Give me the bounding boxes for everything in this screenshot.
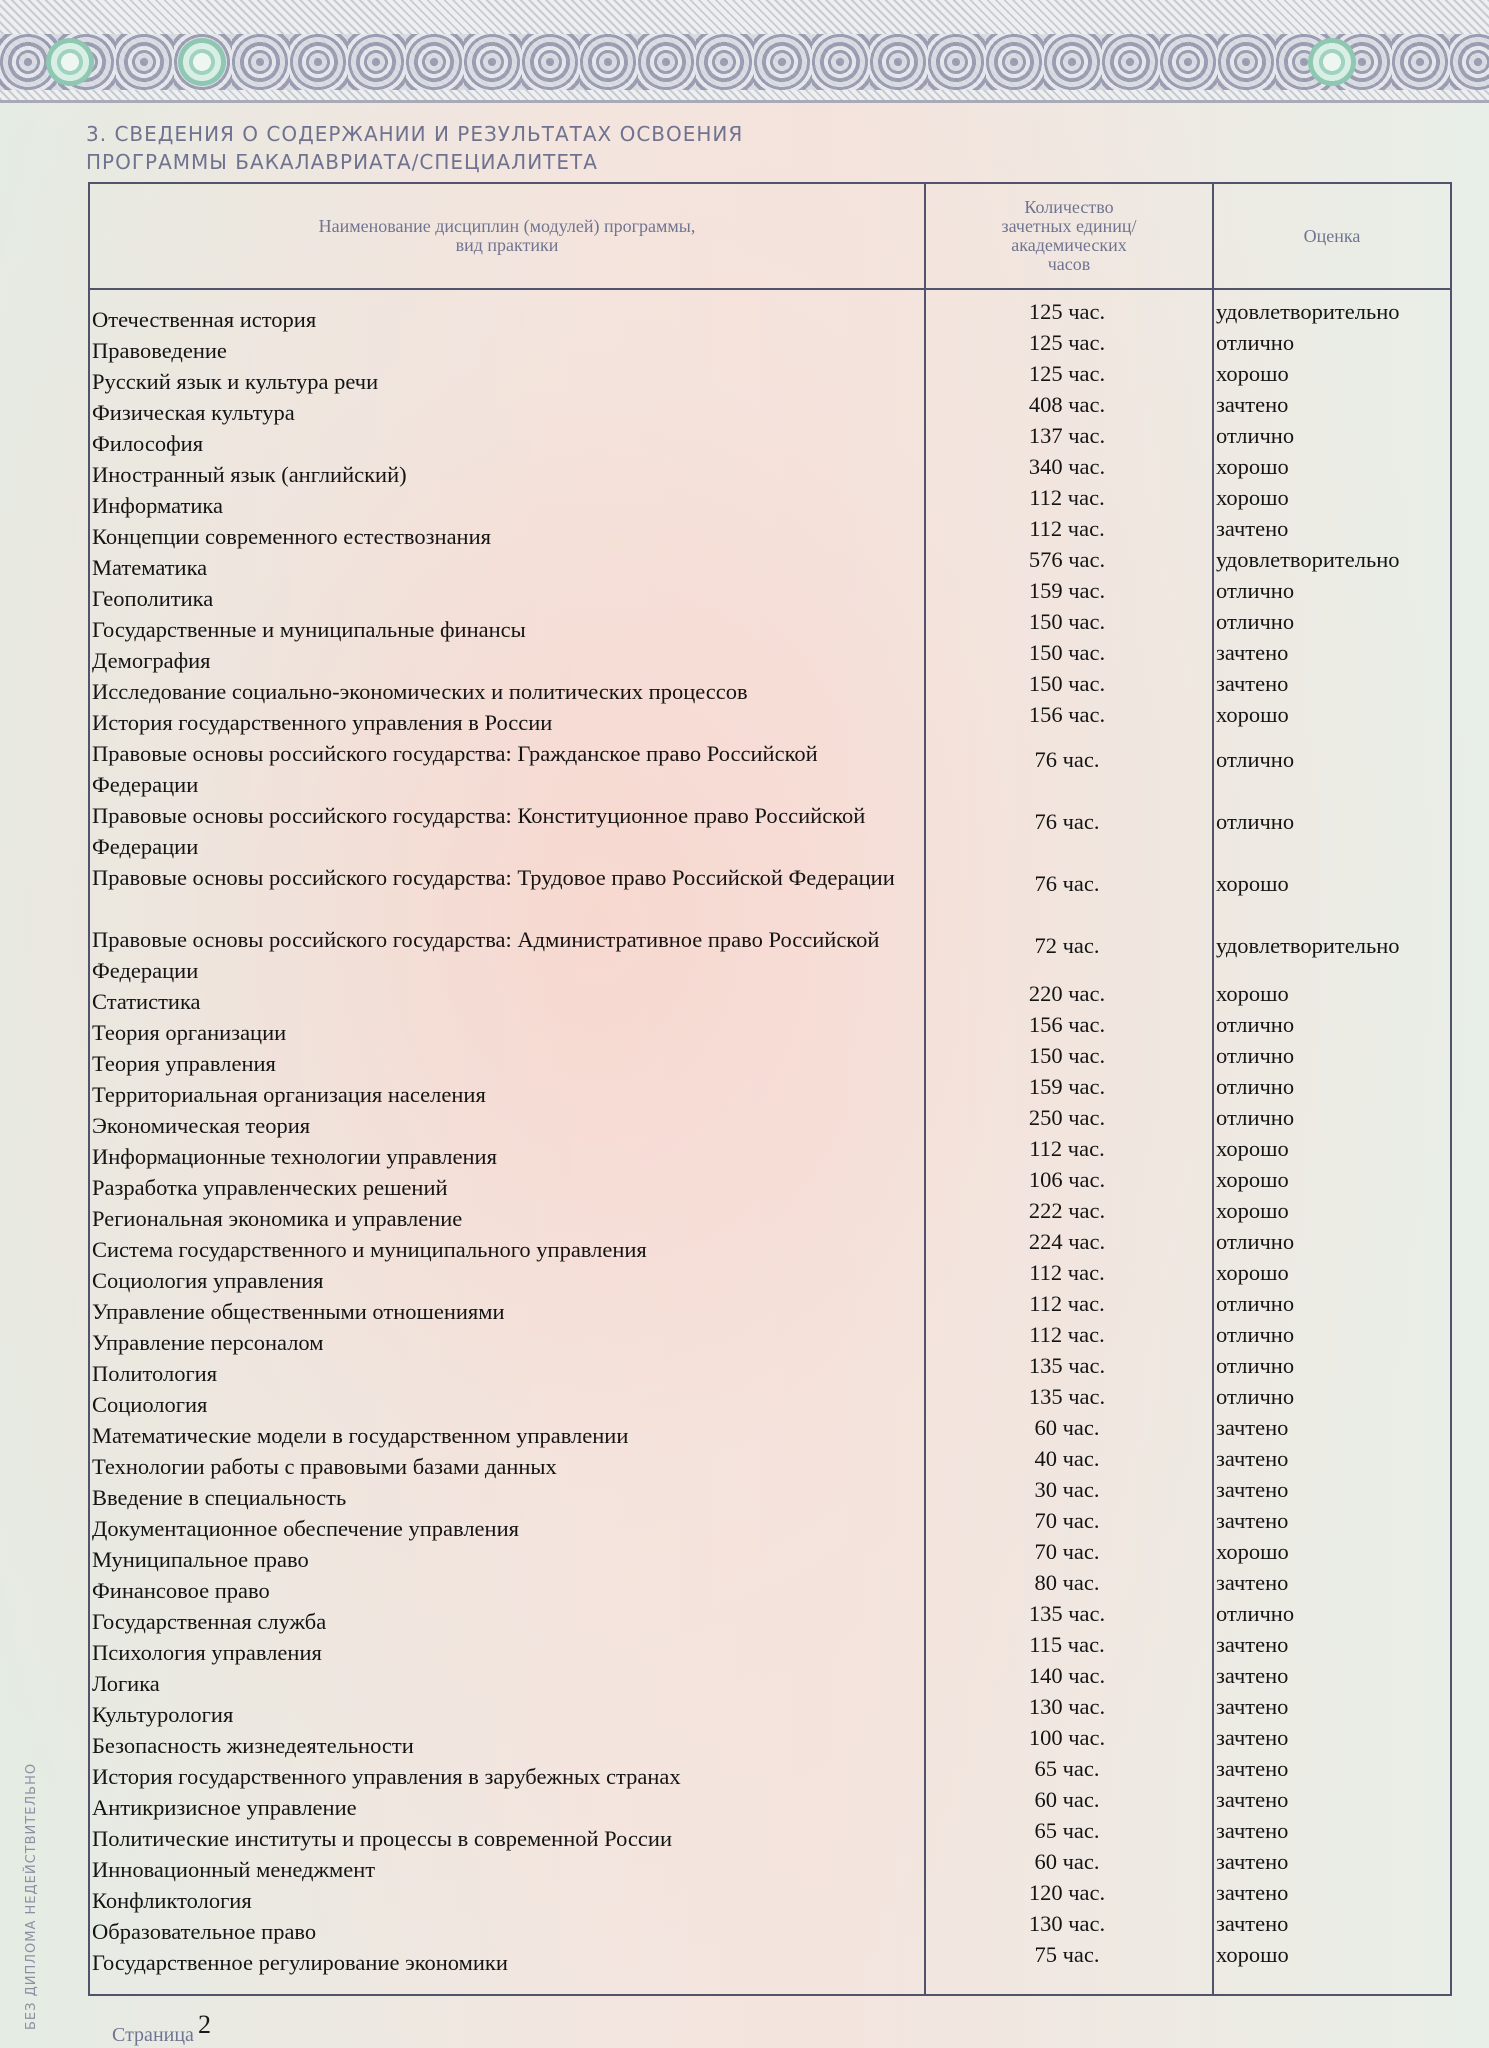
table-row: [88, 544, 1448, 580]
discipline-name: Социология управления: [92, 1268, 324, 1293]
hours-value: 137 час.: [1028, 423, 1106, 448]
hours-value: 576 час.: [1028, 547, 1106, 572]
hours-value: 222 час.: [1028, 1198, 1106, 1223]
table-row: [88, 296, 1448, 332]
table-row: [88, 1381, 1448, 1417]
hours-value: 340 час.: [1028, 454, 1106, 479]
hours-value: 112 час.: [1029, 516, 1105, 541]
hours-value: 156 час.: [1028, 702, 1106, 727]
table-row: [88, 916, 1448, 983]
table-row: [88, 1691, 1448, 1727]
table-row: [88, 1536, 1448, 1572]
discipline-name: Региональная экономика и управление: [92, 1206, 463, 1231]
discipline-name: Безопасность жизнедеятельности: [92, 1733, 414, 1758]
grade-value: хорошо: [1216, 361, 1289, 386]
discipline-name: Политология: [92, 1361, 218, 1386]
grade-value: зачтено: [1216, 1725, 1289, 1750]
grade-value: зачтено: [1216, 1508, 1289, 1533]
discipline-name: Введение в специальность: [92, 1485, 347, 1510]
table-row: [88, 1877, 1448, 1913]
grade-value: зачтено: [1216, 640, 1289, 665]
discipline-name: Информационные технологии управления: [92, 1144, 497, 1169]
grade-value: зачтено: [1216, 1663, 1289, 1688]
table-row: [88, 1226, 1448, 1262]
table-row: [88, 1040, 1448, 1076]
table-row: [88, 1164, 1448, 1200]
hours-value: 159 час.: [1028, 578, 1106, 603]
table-row: [88, 1660, 1448, 1696]
table-row: [88, 327, 1448, 363]
hours-value: 40 час.: [1034, 1446, 1100, 1471]
discipline-name: Правоведение: [92, 338, 227, 363]
hours-value: 135 час.: [1028, 1601, 1106, 1626]
hours-value: 408 час.: [1028, 392, 1106, 417]
hours-value: 220 час.: [1028, 981, 1106, 1006]
discipline-name: Русский язык и культура речи: [92, 369, 379, 394]
table-row: [88, 1009, 1448, 1045]
page-number: 2: [197, 2010, 211, 2039]
table-row: [88, 1071, 1448, 1107]
grade-value: зачтено: [1216, 1477, 1289, 1502]
table-row: [88, 1722, 1448, 1758]
table-row: [88, 1815, 1448, 1851]
header-discipline-line2: вид практики: [455, 235, 559, 255]
grade-value: хорошо: [1216, 1167, 1289, 1192]
table-row: [88, 668, 1448, 704]
table-header: [90, 182, 1450, 290]
hours-value: 80 час.: [1034, 1570, 1100, 1595]
discipline-name: Правовые основы российского государства: Конституционное право Российской Федерации: [92, 803, 866, 859]
discipline-name: Система государственного и муниципального управления: [92, 1237, 647, 1262]
discipline-name: Теория управления: [92, 1051, 276, 1076]
table-row: [88, 854, 1448, 916]
page-label: Страница: [112, 2024, 194, 2046]
hours-value: 135 час.: [1028, 1353, 1106, 1378]
grade-value: зачтено: [1216, 1880, 1289, 1905]
hours-value: 65 час.: [1034, 1818, 1100, 1843]
table-row: [88, 389, 1448, 425]
discipline-name: Исследование социально-экономических и политических процессов: [92, 679, 748, 704]
discipline-name: Математические модели в государственном управлении: [92, 1423, 629, 1448]
discipline-name: Муниципальное право: [92, 1547, 309, 1572]
hours-value: 60 час.: [1034, 1849, 1100, 1874]
discipline-name: Концепции современного естествознания: [92, 524, 491, 549]
grade-value: зачтено: [1216, 516, 1289, 541]
page-footer: [112, 2010, 211, 2048]
discipline-name: Государственная служба: [92, 1609, 327, 1634]
hours-value: 150 час.: [1028, 609, 1106, 634]
hours-value: 150 час.: [1028, 640, 1106, 665]
table-row: [88, 1846, 1448, 1882]
hours-value: 120 час.: [1028, 1880, 1106, 1905]
discipline-name: Государственное регулирование экономики: [92, 1950, 508, 1975]
table-row: [88, 1350, 1448, 1386]
hours-value: 100 час.: [1028, 1725, 1106, 1750]
grade-value: хорошо: [1216, 1260, 1289, 1285]
table-row: [88, 1753, 1448, 1789]
grade-value: зачтено: [1216, 1415, 1289, 1440]
discipline-name: Иностранный язык (английский): [92, 462, 407, 487]
header-hours-line2: зачетных единиц/: [1001, 216, 1137, 236]
discipline-name: Статистика: [92, 989, 201, 1014]
section-title: [86, 120, 743, 176]
table-row: [88, 575, 1448, 611]
table-row: [88, 1629, 1448, 1665]
hours-value: 72 час.: [1034, 933, 1100, 958]
hours-value: 125 час.: [1028, 361, 1106, 386]
grade-value: отлично: [1216, 1074, 1295, 1099]
grade-value: хорошо: [1216, 1136, 1289, 1161]
discipline-name: Философия: [92, 431, 204, 456]
discipline-name: Логика: [92, 1671, 160, 1696]
table-row: [88, 1257, 1448, 1293]
hours-value: 106 час.: [1028, 1167, 1106, 1192]
hours-value: 60 час.: [1034, 1415, 1100, 1440]
table-row: [88, 1474, 1448, 1510]
table-row: [88, 606, 1448, 642]
grade-value: удовлетворительно: [1216, 547, 1400, 572]
hours-value: 75 час.: [1034, 1942, 1100, 1967]
table-row: [88, 1412, 1448, 1448]
rosette-icon: [178, 38, 226, 86]
grade-value: хорошо: [1216, 454, 1289, 479]
discipline-name: Технологии работы с правовыми базами данных: [92, 1454, 557, 1479]
discipline-name: Правовые основы российского государства: Административное право Российской Федерации: [92, 927, 880, 983]
table-row: [88, 1505, 1448, 1541]
grade-value: зачтено: [1216, 1446, 1289, 1471]
header-hours-line3: академических: [1011, 235, 1127, 255]
hours-value: 115 час.: [1029, 1632, 1105, 1657]
grade-value: хорошо: [1216, 1198, 1289, 1223]
grade-value: отлично: [1216, 809, 1295, 834]
hours-value: 76 час.: [1034, 871, 1100, 896]
hours-value: 30 час.: [1034, 1477, 1100, 1502]
grade-value: отлично: [1216, 609, 1295, 634]
hours-value: 130 час.: [1028, 1911, 1106, 1936]
grade-value: зачтено: [1216, 1632, 1289, 1657]
discipline-name: Теория организации: [92, 1020, 287, 1045]
grade-value: зачтено: [1216, 1570, 1289, 1595]
hours-value: 150 час.: [1028, 671, 1106, 696]
table-row: [88, 978, 1448, 1014]
grade-value: удовлетворительно: [1216, 933, 1400, 958]
discipline-name: Психология управления: [92, 1640, 322, 1665]
hours-value: 150 час.: [1028, 1043, 1106, 1068]
hours-value: 112 час.: [1029, 1136, 1105, 1161]
grade-value: хорошо: [1216, 981, 1289, 1006]
hours-value: 156 час.: [1028, 1012, 1106, 1037]
grade-value: зачтено: [1216, 392, 1289, 417]
discipline-name: Государственные и муниципальные финансы: [92, 617, 526, 642]
table-row: [88, 420, 1448, 456]
grade-value: зачтено: [1216, 671, 1289, 696]
discipline-name: Разработка управленческих решений: [92, 1175, 448, 1200]
discipline-name: Территориальная организация населения: [92, 1082, 486, 1107]
discipline-name: Управление общественными отношениями: [92, 1299, 505, 1324]
discipline-name: Образовательное право: [92, 1919, 317, 1944]
grade-value: хорошо: [1216, 1539, 1289, 1564]
hours-value: 76 час.: [1034, 809, 1100, 834]
side-security-text: БЕЗ ДИПЛОМА НЕДЕЙСТВИТЕЛЬНО: [24, 1762, 39, 2030]
discipline-name: Культурология: [92, 1702, 234, 1727]
grade-value: отлично: [1216, 330, 1295, 355]
discipline-name: Отечественная история: [92, 307, 317, 332]
table-row: [88, 1102, 1448, 1138]
discipline-name: Социология: [92, 1392, 208, 1417]
hours-value: 76 час.: [1034, 747, 1100, 772]
section-title-line1: 3. СВЕДЕНИЯ О СОДЕРЖАНИИ И РЕЗУЛЬТАТАХ ОСВОЕНИЯ: [86, 122, 744, 146]
grade-value: хорошо: [1216, 702, 1289, 727]
hours-value: 60 час.: [1034, 1787, 1100, 1812]
discipline-name: Политические институты и процессы в современной России: [92, 1826, 672, 1851]
table-row: [88, 1195, 1448, 1231]
header-hours-line4: часов: [1047, 254, 1091, 274]
table-row: [88, 1288, 1448, 1324]
header-hours: [926, 184, 1212, 288]
table-body: [88, 296, 1448, 1975]
table-row: [88, 1908, 1448, 1944]
header-grade: Оценка: [1303, 225, 1361, 246]
grade-value: отлично: [1216, 1043, 1295, 1068]
grade-value: зачтено: [1216, 1818, 1289, 1843]
table-row: [88, 1443, 1448, 1479]
header-discipline-line1: Наименование дисциплин (модулей) программы,: [318, 216, 696, 236]
section-title-line2: ПРОГРАММЫ БАКАЛАВРИАТА/СПЕЦИАЛИТЕТА: [86, 150, 598, 174]
grade-value: удовлетворительно: [1216, 299, 1400, 324]
table-row: [88, 451, 1448, 487]
grade-value: отлично: [1216, 1353, 1295, 1378]
grade-value: отлично: [1216, 1105, 1295, 1130]
guilloche-border: [0, 0, 1489, 103]
hours-value: 112 час.: [1029, 1322, 1105, 1347]
hours-value: 224 час.: [1028, 1229, 1106, 1254]
hours-value: 140 час.: [1028, 1663, 1106, 1688]
hours-value: 65 час.: [1034, 1756, 1100, 1781]
discipline-name: Физическая культура: [92, 400, 295, 425]
header-discipline: [90, 184, 924, 288]
hours-value: 125 час.: [1028, 330, 1106, 355]
table-row: [88, 482, 1448, 518]
grade-value: отлично: [1216, 1384, 1295, 1409]
discipline-name: Антикризисное управление: [92, 1795, 357, 1820]
grade-value: отлично: [1216, 747, 1295, 772]
hours-value: 70 час.: [1034, 1539, 1100, 1564]
table-row: [88, 1319, 1448, 1355]
grade-value: зачтено: [1216, 1787, 1289, 1812]
grade-value: хорошо: [1216, 485, 1289, 510]
discipline-name: Математика: [92, 555, 208, 580]
discipline-name: Документационное обеспечение управления: [92, 1516, 519, 1541]
grade-value: зачтено: [1216, 1694, 1289, 1719]
header-hours-line1: Количество: [1024, 197, 1114, 217]
table-row: [88, 358, 1448, 394]
table-row: [88, 637, 1448, 673]
grade-value: хорошо: [1216, 1942, 1289, 1967]
hours-value: 130 час.: [1028, 1694, 1106, 1719]
grade-value: отлично: [1216, 1229, 1295, 1254]
grade-value: зачтено: [1216, 1849, 1289, 1874]
table-row: [88, 1598, 1448, 1634]
grade-value: зачтено: [1216, 1756, 1289, 1781]
hours-value: 135 час.: [1028, 1384, 1106, 1409]
rosette-icon: [1308, 38, 1356, 86]
table-row: [88, 1567, 1448, 1603]
discipline-name: Правовые основы российского государства: Трудовое право Российской Федерации: [92, 865, 895, 890]
table-row: [88, 730, 1448, 797]
discipline-name: Управление персоналом: [92, 1330, 324, 1355]
discipline-name: История государственного управления в зарубежных странах: [92, 1764, 681, 1789]
grade-value: отлично: [1216, 1322, 1295, 1347]
discipline-name: Экономическая теория: [92, 1113, 311, 1138]
grade-value: отлично: [1216, 1012, 1295, 1037]
discipline-name: Инновационный менеджмент: [92, 1857, 376, 1882]
discipline-name: История государственного управления в России: [92, 710, 553, 735]
hours-value: 125 час.: [1028, 299, 1106, 324]
grade-value: зачтено: [1216, 1911, 1289, 1936]
table-row: [88, 1784, 1448, 1820]
discipline-name: Геополитика: [92, 586, 214, 611]
discipline-name: Правовые основы российского государства: Гражданское право Российской Федерации: [92, 741, 818, 797]
table-row: [88, 1939, 1448, 1975]
hours-value: 112 час.: [1029, 1291, 1105, 1316]
grade-value: отлично: [1216, 423, 1295, 448]
discipline-name: Финансовое право: [92, 1578, 270, 1603]
grade-value: отлично: [1216, 578, 1295, 603]
discipline-name: Информатика: [92, 493, 223, 518]
table-row: [88, 792, 1448, 859]
table-row: [88, 699, 1448, 735]
hours-value: 112 час.: [1029, 1260, 1105, 1285]
hours-value: 70 час.: [1034, 1508, 1100, 1533]
grade-value: хорошо: [1216, 871, 1289, 896]
hours-value: 250 час.: [1028, 1105, 1106, 1130]
table-row: [88, 513, 1448, 549]
hours-value: 112 час.: [1029, 485, 1105, 510]
grade-value: отлично: [1216, 1601, 1295, 1626]
hours-value: 159 час.: [1028, 1074, 1106, 1099]
table-row: [88, 1133, 1448, 1169]
rosette-icon: [46, 38, 94, 86]
discipline-name: Конфликтология: [92, 1888, 252, 1913]
grade-value: отлично: [1216, 1291, 1295, 1316]
discipline-name: Демография: [92, 648, 211, 673]
